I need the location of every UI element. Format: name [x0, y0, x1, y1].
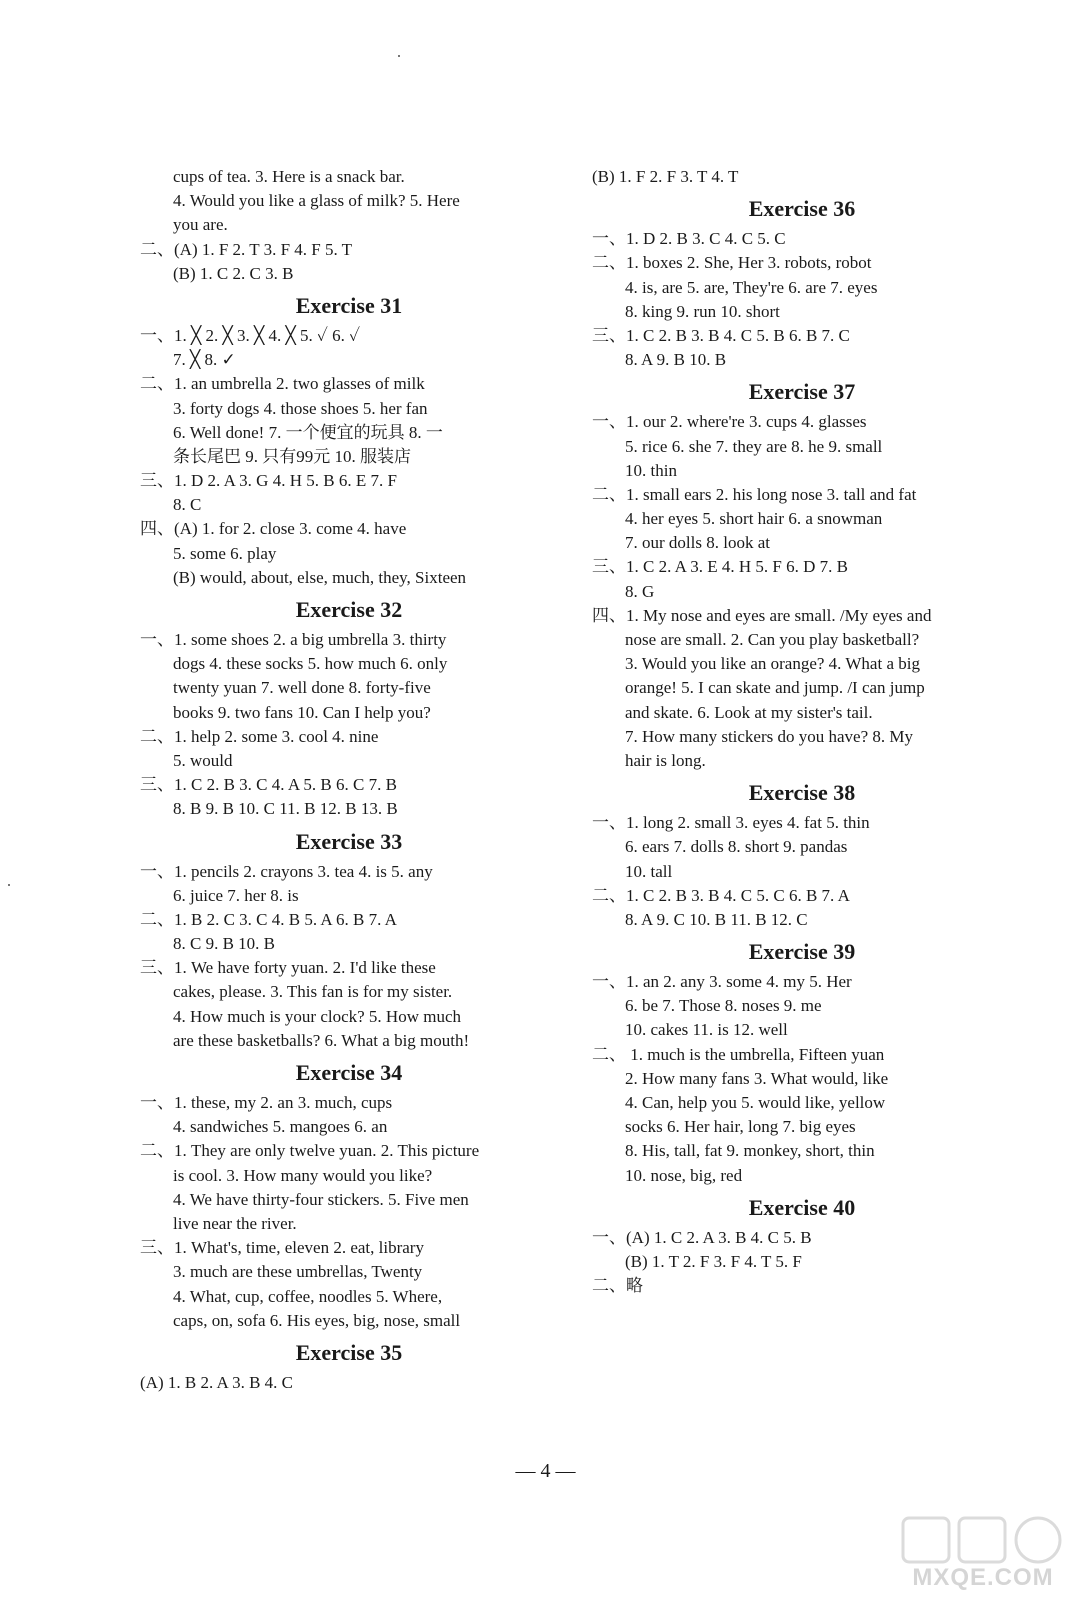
answer-line: cakes, please. 3. This fan is for my sister. — [173, 982, 453, 1002]
page-number: — 4 — — [515, 1460, 576, 1482]
answer-line: 8. G — [625, 581, 655, 601]
answer-line: 条长尾巴 9. 只有99元 10. 服装店 — [173, 446, 411, 466]
answer-line: socks 6. Her hair, long 7. big eyes — [625, 1117, 856, 1137]
answer-line: 3. much are these umbrellas, Twenty — [173, 1262, 423, 1282]
exercise-title: Exercise 31 — [295, 292, 403, 318]
answer-line: books 9. two fans 10. Can I help you? — [173, 702, 431, 722]
answer-line: 4. How much is your clock? 5. How much — [173, 1006, 462, 1026]
answer-line: 8. king 9. run 10. short — [625, 301, 780, 321]
answer-line: 4. We have thirty-four stickers. 5. Five men — [173, 1189, 469, 1209]
answer-line: live near the river. — [173, 1213, 297, 1233]
answer-line: 二、(A) 1. F 2. T 3. F 4. F 5. T — [140, 239, 353, 259]
exercise-title: Exercise 37 — [748, 379, 856, 405]
answer-line: cups of tea. 3. Here is a snack bar. — [173, 167, 405, 186]
answer-line: 四、(A) 1. for 2. close 3. come 4. have — [140, 519, 407, 539]
answer-line: 6. Well done! 7. 一个便宜的玩具 8. 一 — [173, 422, 443, 442]
answer-line: 8. A 9. B 10. B — [625, 350, 727, 370]
answer-line: 6. juice 7. her 8. is — [173, 885, 299, 905]
answer-line: 二、1. C 2. B 3. B 4. C 5. C 6. B 7. A — [592, 885, 850, 905]
exercise-title: Exercise 36 — [748, 196, 856, 222]
answer-line: 8. A 9. C 10. B 11. B 12. C — [625, 909, 808, 929]
answer-line: 二、 1. much is the umbrella, Fifteen yuan — [592, 1044, 885, 1064]
answer-line: 10. tall — [625, 861, 673, 881]
answer-line: 7. How many stickers do you have? 8. My — [625, 726, 914, 746]
watermark-logo-icon — [893, 1512, 1073, 1572]
answer-line: are these basketballs? 6. What a big mouth! — [173, 1030, 470, 1050]
exercise-title: Exercise 34 — [295, 1060, 403, 1085]
answer-line: 2. How many fans 3. What would, like — [625, 1068, 889, 1088]
answer-line: 3. forty dogs 4. those shoes 5. her fan — [173, 398, 428, 418]
answer-line: hair is long. — [625, 750, 706, 770]
answer-line: and skate. 6. Look at my sister's tail. — [625, 702, 873, 722]
answer-line: 二、1. They are only twelve yuan. 2. This picture — [140, 1141, 480, 1161]
answer-line: caps, on, sofa 6. His eyes, big, nose, small — [173, 1310, 461, 1330]
answer-line: 一、1. pencils 2. crayons 3. tea 4. is 5. any — [140, 861, 433, 881]
answer-line: 二、1. boxes 2. She, Her 3. robots, robot — [592, 253, 872, 273]
exercise-title: Exercise 38 — [748, 780, 856, 806]
answer-line: 三、1. C 2. A 3. E 4. H 5. F 6. D 7. B — [592, 557, 848, 577]
answer-line: 8. C — [173, 495, 202, 515]
answer-line: 三、1. C 2. B 3. B 4. C 5. B 6. B 7. C — [592, 325, 850, 345]
answer-line: 一、1. long 2. small 3. eyes 4. fat 5. thin — [592, 813, 870, 833]
answer-line: orange! 5. I can skate and jump. /I can jump — [625, 678, 925, 698]
watermark-text: MXQE.COM — [912, 1564, 1054, 1591]
answer-line: 三、1. What's, time, eleven 2. eat, library — [140, 1238, 424, 1258]
watermark-logo — [893, 1512, 1073, 1592]
answer-line: 4. Would you like a glass of milk? 5. Here — [173, 191, 460, 211]
answer-line: 7. ╳ 8. ✓ — [173, 350, 236, 370]
answer-line: nose are small. 2. Can you play basketball? — [625, 630, 920, 649]
exercise-title: Exercise 35 — [295, 1339, 403, 1365]
answer-line: 二、1. B 2. C 3. C 4. B 5. A 6. B 7. A — [140, 909, 397, 929]
answer-line: (A) 1. B 2. A 3. B 4. C — [140, 1372, 294, 1392]
answer-line: 二、略 — [592, 1276, 643, 1296]
answer-line: 二、1. help 2. some 3. cool 4. nine — [140, 726, 379, 746]
exercise-title: Exercise 33 — [295, 828, 403, 854]
answer-line: 三、1. C 2. B 3. C 4. A 5. B 6. C 7. B — [140, 775, 397, 795]
answer-line: you are. — [173, 215, 228, 235]
answer-line: dogs 4. these socks 5. how much 6. only — [173, 654, 448, 674]
answer-line: 4. What, cup, coffee, noodles 5. Where, — [173, 1286, 443, 1306]
answer-line: 6. be 7. Those 8. noses 9. me — [625, 996, 822, 1016]
answer-line: (B) 1. T 2. F 3. F 4. T 5. F — [625, 1251, 802, 1271]
answer-line: 一、1. an 2. any 3. some 4. my 5. Her — [592, 972, 852, 992]
answer-line: 4. sandwiches 5. mangoes 6. an — [173, 1117, 388, 1137]
answer-line: is cool. 3. How many would you like? — [173, 1165, 433, 1185]
answer-line: 一、1. our 2. where're 3. cups 4. glasses — [592, 412, 867, 432]
answer-line: 二、1. small ears 2. his long nose 3. tall and fat — [592, 484, 917, 504]
answer-line: 8. B 9. B 10. C 11. B 12. B 13. B — [173, 799, 398, 819]
answer-line: 5. rice 6. she 7. they are 8. he 9. small — [625, 436, 883, 456]
answer-line: 3. Would you like an orange? 4. What a big — [625, 654, 920, 674]
answer-line: 7. our dolls 8. look at — [625, 533, 770, 553]
answer-line: (B) would, about, else, much, they, Sixteen — [173, 567, 467, 587]
answer-line: 10. nose, big, red — [625, 1165, 743, 1185]
answer-line: 4. her eyes 5. short hair 6. a snowman — [625, 509, 883, 529]
exercise-title: Exercise 39 — [748, 939, 856, 965]
answer-line: 二、1. an umbrella 2. two glasses of milk — [140, 374, 425, 394]
answer-line: 10. thin — [625, 460, 677, 480]
answer-line: (B) 1. F 2. F 3. T 4. T — [592, 167, 739, 186]
scan-dot — [8, 884, 10, 886]
answer-line: 三、1. D 2. A 3. G 4. H 5. B 6. E 7. F — [140, 471, 397, 491]
left-column — [140, 165, 558, 1395]
right-column — [592, 165, 1012, 1298]
exercise-title: Exercise 32 — [295, 597, 403, 622]
answer-line: 10. cakes 11. is 12. well — [625, 1020, 788, 1040]
answer-line: 一、1. ╳ 2. ╳ 3. ╳ 4. ╳ 5. ✓ 6. ✓ — [140, 325, 361, 345]
answer-line: 8. C 9. B 10. B — [173, 934, 276, 954]
answer-line: 6. ears 7. dolls 8. short 9. pandas — [625, 837, 848, 857]
answer-line: 5. would — [173, 750, 233, 770]
answer-line: 一、1. some shoes 2. a big umbrella 3. thirty — [140, 630, 447, 649]
answer-line: 四、1. My nose and eyes are small. /My eyes and — [592, 605, 932, 625]
exercise-title: Exercise 40 — [748, 1194, 856, 1220]
scan-dot — [398, 55, 400, 57]
answer-line: 4. Can, help you 5. would like, yellow — [625, 1093, 886, 1112]
answer-line: 8. His, tall, fat 9. monkey, short, thin — [625, 1141, 875, 1161]
answer-line: 5. some 6. play — [173, 543, 277, 563]
answer-line: 三、1. We have forty yuan. 2. I'd like these — [140, 958, 436, 978]
answer-line: 一、1. these, my 2. an 3. much, cups — [140, 1093, 393, 1112]
answer-line: 一、(A) 1. C 2. A 3. B 4. C 5. B — [592, 1227, 812, 1247]
answer-line: 一、1. D 2. B 3. C 4. C 5. C — [592, 229, 786, 249]
answer-line: (B) 1. C 2. C 3. B — [173, 263, 294, 283]
answer-line: twenty yuan 7. well done 8. forty-five — [173, 678, 431, 698]
answer-line: 4. is, are 5. are, They're 6. are 7. eyes — [625, 277, 878, 297]
